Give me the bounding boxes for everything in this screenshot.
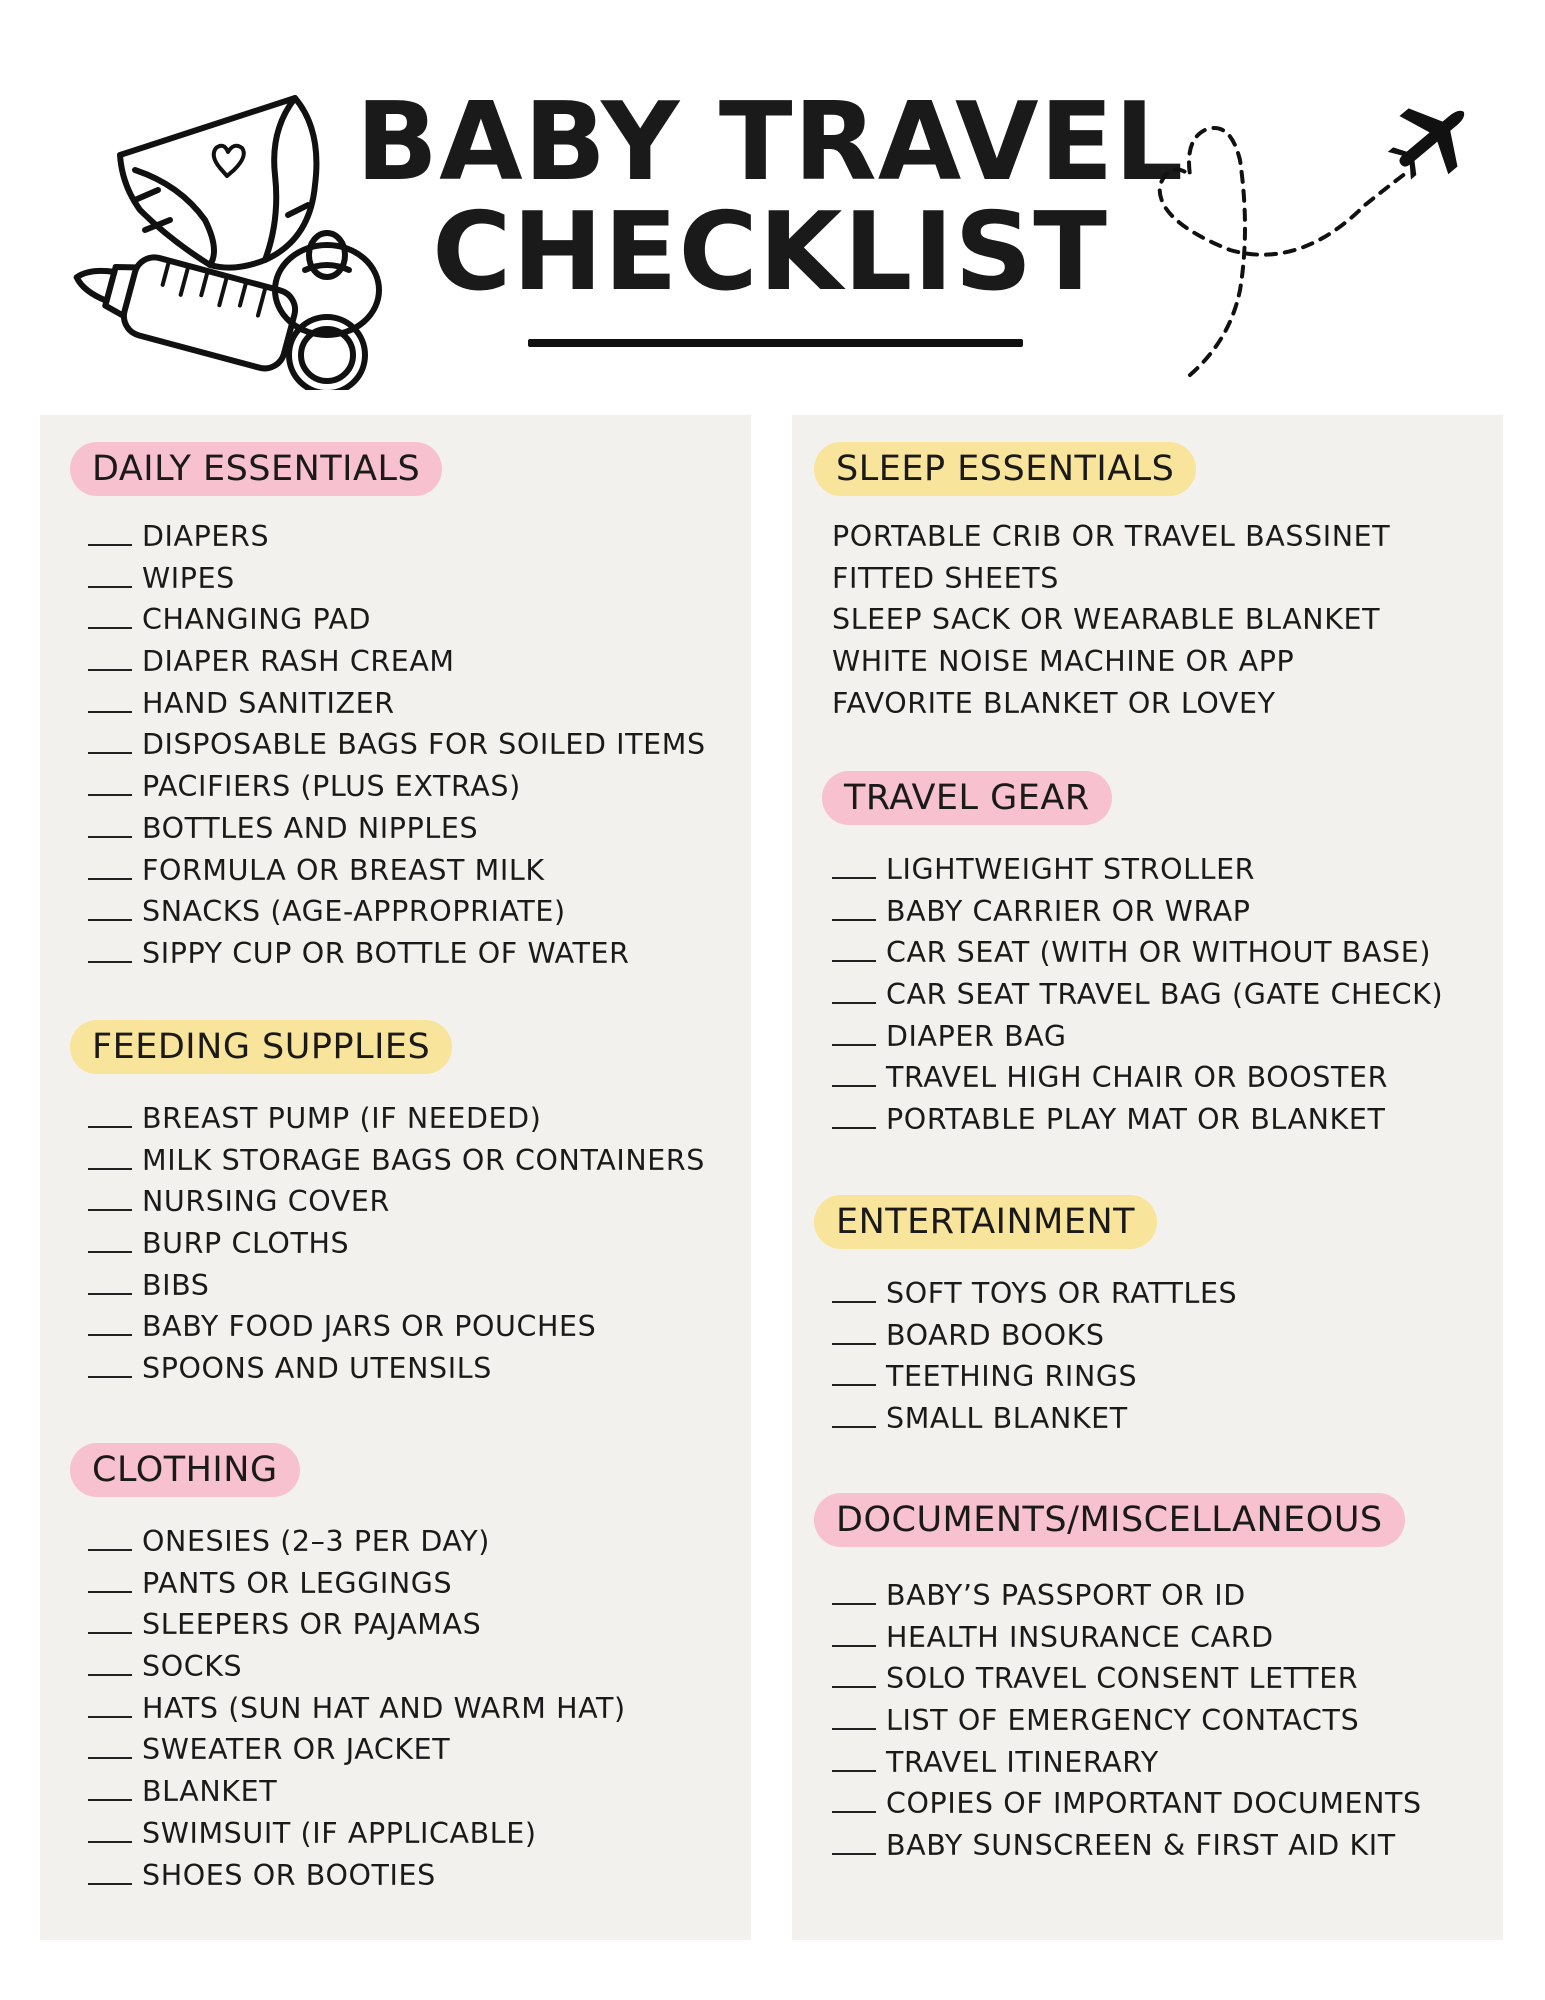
checkbox-blank-line[interactable] xyxy=(832,919,876,921)
checkbox-blank-line[interactable] xyxy=(88,1799,132,1801)
checkbox-blank-line[interactable] xyxy=(88,1334,132,1336)
title-underline xyxy=(528,339,1023,347)
checklist-item xyxy=(88,1563,626,1605)
checklist-item-label: PANTS OR LEGGINGS xyxy=(142,1566,453,1600)
checklist-item-label: TRAVEL HIGH CHAIR OR BOOSTER xyxy=(886,1061,1388,1095)
checklist-item xyxy=(832,1356,1237,1398)
checklist-item-label: SNACKS (AGE-APPROPRIATE) xyxy=(142,895,566,929)
section-title: DOCUMENTS/MISCELLANEOUS xyxy=(814,1493,1405,1547)
checklist-item xyxy=(88,1604,626,1646)
checkbox-blank-line[interactable] xyxy=(88,1251,132,1253)
checkbox-blank-line[interactable] xyxy=(88,544,132,546)
checklist-item xyxy=(832,1315,1237,1357)
section-title: CLOTHING xyxy=(70,1443,300,1497)
checklist-item-label: BABY FOOD JARS OR POUCHES xyxy=(142,1310,597,1344)
checklist-item xyxy=(832,683,1390,725)
checklist-item-label: FORMULA OR BREAST MILK xyxy=(142,853,545,887)
page-title xyxy=(330,80,1210,315)
checklist-item xyxy=(832,1783,1422,1825)
checkbox-blank-line[interactable] xyxy=(832,1127,876,1129)
checklist-item xyxy=(88,683,706,725)
checklist-item-label: TRAVEL ITINERARY xyxy=(886,1745,1159,1779)
checklist-item-label: ONESIES (2–3 PER DAY) xyxy=(142,1525,491,1558)
checkbox-blank-line[interactable] xyxy=(88,961,132,963)
checklist-item-label: LIGHTWEIGHT STROLLER xyxy=(886,853,1256,886)
checkbox-blank-line[interactable] xyxy=(832,1853,876,1855)
checklist-item-label: HAND SANITIZER xyxy=(142,686,395,720)
checklist-item-label: SWEATER OR JACKET xyxy=(142,1733,451,1767)
checklist-item xyxy=(832,891,1443,933)
checklist-item-label: DIAPER RASH CREAM xyxy=(142,645,455,679)
checklist-item-label: BABY CARRIER OR WRAP xyxy=(886,894,1251,928)
checklist xyxy=(832,849,1443,1141)
checklist-item-label: SOFT TOYS OR RATTLES xyxy=(886,1277,1238,1310)
checklist-item-label: SWIMSUIT (IF APPLICABLE) xyxy=(142,1816,537,1850)
diaper-icon xyxy=(120,98,316,268)
checkbox-blank-line[interactable] xyxy=(832,1002,876,1004)
checklist-item xyxy=(88,1855,626,1897)
checklist-item-label: SOLO TRAVEL CONSENT LETTER xyxy=(886,1662,1359,1696)
checklist-item xyxy=(832,1398,1237,1440)
checklist-item xyxy=(88,891,706,933)
checklist-item xyxy=(88,558,706,600)
checklist xyxy=(832,516,1390,724)
checkbox-blank-line[interactable] xyxy=(88,836,132,838)
checklist-item-label: BIBS xyxy=(142,1268,210,1302)
checkbox-blank-line[interactable] xyxy=(832,960,876,962)
checklist-item-label: LIST OF EMERGENCY CONTACTS xyxy=(886,1704,1360,1738)
checklist-item-label: COPIES OF IMPORTANT DOCUMENTS xyxy=(886,1787,1422,1821)
section-title: SLEEP ESSENTIALS xyxy=(814,442,1196,496)
checklist-item xyxy=(88,724,706,766)
checklist-item-label: WHITE NOISE MACHINE OR APP xyxy=(832,645,1295,679)
checkbox-blank-line[interactable] xyxy=(88,1716,132,1718)
checkbox-blank-line[interactable] xyxy=(88,1674,132,1676)
checkbox-blank-line[interactable] xyxy=(832,1301,876,1303)
section-title: DAILY ESSENTIALS xyxy=(70,442,442,496)
right-panel xyxy=(792,415,1503,1940)
checkbox-blank-line[interactable] xyxy=(88,627,132,629)
checklist-item-label: HEALTH INSURANCE CARD xyxy=(886,1620,1274,1654)
checklist-item xyxy=(832,1742,1422,1784)
title-line-2: CHECKLIST xyxy=(432,190,1108,315)
checklist-item-label: PORTABLE PLAY MAT OR BLANKET xyxy=(886,1103,1386,1137)
checkbox-blank-line[interactable] xyxy=(88,711,132,713)
checklist-item-label: BREAST PUMP (IF NEEDED) xyxy=(142,1102,542,1135)
checklist-item-label: SLEEP SACK OR WEARABLE BLANKET xyxy=(832,603,1381,637)
checklist-item xyxy=(88,641,706,683)
checkbox-blank-line[interactable] xyxy=(88,752,132,754)
checklist-item xyxy=(88,850,706,892)
checklist-item-label: BLANKET xyxy=(142,1775,278,1809)
checklist-item-label: PORTABLE CRIB OR TRAVEL BASSINET xyxy=(832,520,1391,553)
checklist-item xyxy=(88,1688,626,1730)
checklist-item xyxy=(88,1223,705,1265)
checklist-item xyxy=(832,974,1443,1016)
checklist-item xyxy=(88,1306,705,1348)
checkbox-blank-line[interactable] xyxy=(88,1632,132,1634)
checklist-item-label: FAVORITE BLANKET OR LOVEY xyxy=(832,686,1276,720)
checkbox-blank-line[interactable] xyxy=(832,1603,876,1605)
checklist-item-label: CAR SEAT TRAVEL BAG (GATE CHECK) xyxy=(886,978,1444,1012)
checklist-item xyxy=(832,1099,1443,1141)
checklist-item xyxy=(832,641,1390,683)
checklist-item xyxy=(832,932,1443,974)
checkbox-blank-line[interactable] xyxy=(832,1343,876,1345)
checklist-item-label: WIPES xyxy=(142,561,235,595)
checkbox-blank-line[interactable] xyxy=(832,1384,876,1386)
checklist-item xyxy=(832,1825,1422,1867)
checklist-item xyxy=(88,599,706,641)
checklist-item-label: SOCKS xyxy=(142,1650,243,1684)
checklist-item-label: BURP CLOTHS xyxy=(142,1227,350,1261)
checklist-item-label: DIAPER BAG xyxy=(886,1019,1067,1053)
checklist-item xyxy=(88,1813,626,1855)
checklist xyxy=(88,1098,705,1390)
checklist-item xyxy=(88,1140,705,1182)
checklist-item-label: MILK STORAGE BAGS OR CONTAINERS xyxy=(142,1143,705,1177)
checkbox-blank-line[interactable] xyxy=(88,1883,132,1885)
checklist-item-label: FITTED SHEETS xyxy=(832,561,1059,595)
checklist-item xyxy=(832,1575,1422,1617)
checklist-item xyxy=(832,1700,1422,1742)
checklist-item-label: CAR SEAT (WITH OR WITHOUT BASE) xyxy=(886,936,1432,970)
checkbox-blank-line[interactable] xyxy=(88,1757,132,1759)
checklist xyxy=(88,516,706,975)
checklist-item-label: SHOES OR BOOTIES xyxy=(142,1858,436,1892)
checklist-item xyxy=(832,1273,1237,1315)
checklist xyxy=(88,1521,626,1896)
checklist-item-label: PACIFIERS (PLUS EXTRAS) xyxy=(142,770,521,804)
checklist-item xyxy=(88,1729,626,1771)
checkbox-blank-line[interactable] xyxy=(88,1126,132,1128)
section-title: ENTERTAINMENT xyxy=(814,1195,1157,1249)
airplane-icon xyxy=(1375,100,1470,195)
checklist-item xyxy=(88,766,706,808)
checklist-item xyxy=(88,1771,626,1813)
checkbox-blank-line[interactable] xyxy=(832,1811,876,1813)
checkbox-blank-line[interactable] xyxy=(832,1686,876,1688)
checklist-item xyxy=(832,849,1443,891)
checkbox-blank-line[interactable] xyxy=(88,1168,132,1170)
checklist-item-label: BOARD BOOKS xyxy=(886,1318,1105,1352)
checklist-item xyxy=(88,1181,705,1223)
checkbox-blank-line[interactable] xyxy=(88,1841,132,1843)
checkbox-blank-line[interactable] xyxy=(88,1293,132,1295)
checkbox-blank-line[interactable] xyxy=(88,919,132,921)
checkbox-blank-line[interactable] xyxy=(88,878,132,880)
dashed-heart-path-icon xyxy=(1160,128,1410,375)
checkbox-blank-line[interactable] xyxy=(832,1426,876,1428)
checklist-item xyxy=(832,599,1390,641)
checklist-item-label: BABY SUNSCREEN & FIRST AID KIT xyxy=(886,1829,1396,1863)
checkbox-blank-line[interactable] xyxy=(88,669,132,671)
checklist-item-label: TEETHING RINGS xyxy=(886,1360,1138,1394)
checklist-item-label: HATS (SUN HAT AND WARM HAT) xyxy=(142,1691,626,1725)
checkbox-blank-line[interactable] xyxy=(88,1209,132,1211)
checkbox-blank-line[interactable] xyxy=(832,1044,876,1046)
checklist-item-label: BOTTLES AND NIPPLES xyxy=(142,811,479,845)
checklist-item xyxy=(832,516,1390,558)
checklist-item-label: NURSING COVER xyxy=(142,1185,390,1219)
checklist-item-label: DIAPERS xyxy=(142,520,270,553)
checklist-item xyxy=(832,558,1390,600)
checklist-item-label: CHANGING PAD xyxy=(142,603,372,637)
section-title: TRAVEL GEAR xyxy=(822,771,1112,825)
checklist-item xyxy=(832,1016,1443,1058)
checklist-item xyxy=(88,808,706,850)
checklist-item xyxy=(88,516,706,558)
travel-doodle xyxy=(1130,100,1470,390)
checklist-item xyxy=(832,1658,1422,1700)
checklist-item xyxy=(88,1098,705,1140)
checkbox-blank-line[interactable] xyxy=(832,1770,876,1772)
checkbox-blank-line[interactable] xyxy=(832,1085,876,1087)
checkbox-blank-line[interactable] xyxy=(88,1549,132,1551)
section-title: FEEDING SUPPLIES xyxy=(70,1020,452,1074)
checklist-item-label: SLEEPERS OR PAJAMAS xyxy=(142,1608,482,1642)
checkbox-blank-line[interactable] xyxy=(88,586,132,588)
checklist xyxy=(832,1575,1422,1867)
left-panel xyxy=(40,415,751,1940)
checkbox-blank-line[interactable] xyxy=(88,1376,132,1378)
checklist-item xyxy=(832,1617,1422,1659)
checkbox-blank-line[interactable] xyxy=(88,1591,132,1593)
checklist-item xyxy=(88,933,706,975)
checklist-item-label: BABY’S PASSPORT OR ID xyxy=(886,1579,1246,1612)
checkbox-blank-line[interactable] xyxy=(88,794,132,796)
checklist-item-label: SMALL BLANKET xyxy=(886,1402,1128,1436)
checklist-item-label: SPOONS AND UTENSILS xyxy=(142,1352,492,1386)
checklist-item xyxy=(832,1057,1443,1099)
checklist-item xyxy=(88,1521,626,1563)
checkbox-blank-line[interactable] xyxy=(832,877,876,879)
checklist-item xyxy=(88,1348,705,1390)
checkbox-blank-line[interactable] xyxy=(832,1645,876,1647)
checklist-item xyxy=(88,1646,626,1688)
checklist-item-label: SIPPY CUP OR BOTTLE OF WATER xyxy=(142,936,630,970)
title-line-1: BABY TRAVEL xyxy=(355,80,1185,205)
checklist-item-label: DISPOSABLE BAGS FOR SOILED ITEMS xyxy=(142,728,706,762)
checkbox-blank-line[interactable] xyxy=(832,1728,876,1730)
checklist-item xyxy=(88,1265,705,1307)
checklist xyxy=(832,1273,1237,1440)
